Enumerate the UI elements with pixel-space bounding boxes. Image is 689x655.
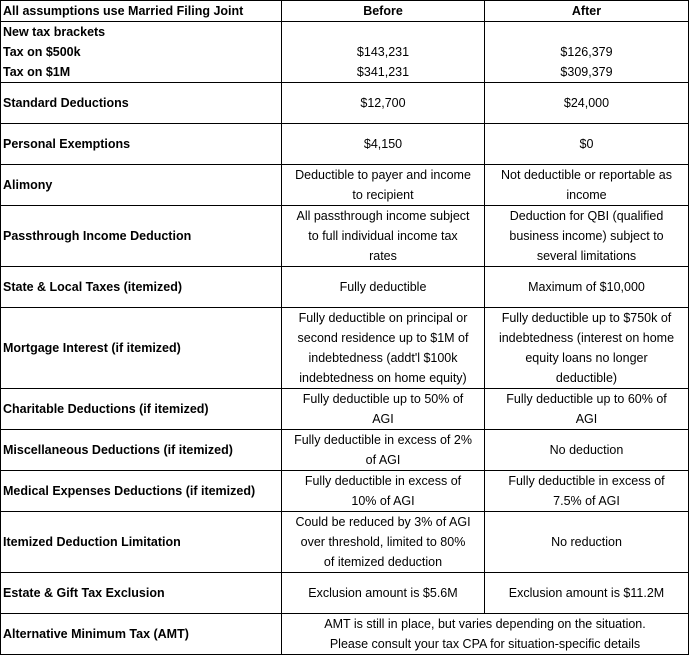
mortgage-label: Mortgage Interest (if itemized) — [1, 308, 282, 389]
mortgage-after-line: Fully deductible up to $750k of — [501, 311, 672, 325]
misc-before-line: Fully deductible in excess of 2% — [294, 433, 472, 447]
mortgage-after — [485, 308, 689, 389]
assumption-header: All assumptions use Married Filing Joint — [1, 1, 282, 22]
itemized-limit-before-line: of itemized deduction — [323, 555, 443, 569]
medical-after — [485, 471, 689, 512]
misc-after: No deduction — [485, 430, 689, 471]
mortgage-before — [282, 308, 485, 389]
mortgage-after-line: equity loans no longer — [525, 351, 648, 365]
table-row-itemized-limit — [1, 512, 689, 573]
table-row-charitable — [1, 389, 689, 430]
mortgage-before-line: second residence up to $1M of — [297, 331, 469, 345]
charitable-after — [485, 389, 689, 430]
mortgage-after-line: deductible) — [555, 371, 618, 385]
alimony-label: Alimony — [1, 165, 282, 206]
after-header: After — [485, 1, 689, 22]
misc-before — [282, 430, 485, 471]
table-row-amt — [1, 614, 689, 655]
passthrough-before-line: rates — [369, 249, 397, 263]
itemized-limit-before-line: over threshold, limited to 80% — [300, 535, 466, 549]
itemized-limit-before — [282, 512, 485, 573]
salt-before: Fully deductible — [282, 267, 485, 308]
mortgage-before-line: Fully deductible on principal or — [298, 311, 468, 325]
medical-after-line: Fully deductible in excess of — [508, 474, 665, 488]
tax-500k-label: Tax on $500k — [3, 45, 81, 59]
mortgage-before-line: indebtedness (addt'l $100k — [308, 351, 458, 365]
tax-500k-after: $126,379 — [560, 45, 613, 59]
brackets-before-cell — [282, 22, 485, 83]
tax-500k-before: $143,231 — [356, 45, 410, 59]
alimony-after — [485, 165, 689, 206]
personal-after: $0 — [485, 124, 689, 165]
charitable-before — [282, 389, 485, 430]
estate-before: Exclusion amount is $5.6M — [282, 573, 485, 614]
standard-before: $12,700 — [282, 83, 485, 124]
medical-before-line: Fully deductible in excess of — [304, 474, 462, 488]
table-row-mortgage — [1, 308, 689, 389]
tax-1m-after: $309,379 — [560, 65, 613, 79]
charitable-before-line: AGI — [372, 412, 394, 426]
passthrough-after-line: business income) subject to — [509, 229, 664, 243]
passthrough-before-line: to full individual income tax — [308, 229, 458, 243]
alimony-after-line: Not deductible or reportable as — [501, 168, 672, 182]
medical-label: Medical Expenses Deductions (if itemized) — [1, 471, 282, 512]
charitable-after-line: Fully deductible up to 60% of — [506, 392, 667, 406]
personal-label: Personal Exemptions — [1, 124, 282, 165]
brackets-label-cell — [1, 22, 282, 83]
personal-before: $4,150 — [282, 124, 485, 165]
alimony-before-line: Deductible to payer and income — [295, 168, 471, 182]
passthrough-after-line: several limitations — [536, 249, 637, 263]
table-row-estate — [1, 573, 689, 614]
tax-1m-label: Tax on $1M — [3, 65, 71, 79]
brackets-after-cell — [485, 22, 689, 83]
medical-before — [282, 471, 485, 512]
amt-merged-line: Please consult your tax CPA for situation-specific details — [329, 637, 641, 651]
itemized-limit-label: Itemized Deduction Limitation — [1, 512, 282, 573]
misc-before-line: of AGI — [365, 453, 401, 467]
amt-label: Alternative Minimum Tax (AMT) — [1, 614, 282, 655]
estate-label: Estate & Gift Tax Exclusion — [1, 573, 282, 614]
charitable-after-line: AGI — [575, 412, 598, 426]
passthrough-label: Passthrough Income Deduction — [1, 206, 282, 267]
itemized-limit-before-line: Could be reduced by 3% of AGI — [295, 515, 471, 529]
before-header: Before — [282, 1, 485, 22]
standard-label: Standard Deductions — [1, 83, 282, 124]
mortgage-before-line: indebtedness on home equity) — [299, 371, 467, 385]
table-row-standard — [1, 83, 689, 124]
standard-after: $24,000 — [485, 83, 689, 124]
table-row-alimony — [1, 165, 689, 206]
charitable-before-line: Fully deductible up to 50% of — [302, 392, 464, 406]
table-row-medical — [1, 471, 689, 512]
header-row — [1, 1, 689, 22]
medical-before-line: 10% of AGI — [351, 494, 415, 508]
brackets-title: New tax brackets — [3, 25, 106, 39]
alimony-after-line: income — [566, 188, 607, 202]
amt-merged-line: AMT is still in place, but varies depending on the situation. — [324, 617, 646, 631]
table-row-misc — [1, 430, 689, 471]
passthrough-after-line: Deduction for QBI (qualified — [509, 209, 664, 223]
mortgage-after-line: indebtedness (interest on home — [498, 331, 675, 345]
table-row-personal — [1, 124, 689, 165]
alimony-before — [282, 165, 485, 206]
itemized-limit-after: No reduction — [485, 512, 689, 573]
table-row-salt — [1, 267, 689, 308]
table-row-passthrough — [1, 206, 689, 267]
alimony-before-line: to recipient — [352, 188, 414, 202]
charitable-label: Charitable Deductions (if itemized) — [1, 389, 282, 430]
passthrough-before-line: All passthrough income subject — [296, 209, 470, 223]
passthrough-after — [485, 206, 689, 267]
table-row-brackets — [1, 22, 689, 83]
passthrough-before — [282, 206, 485, 267]
tax-1m-before: $341,231 — [356, 65, 410, 79]
estate-after: Exclusion amount is $11.2M — [485, 573, 689, 614]
medical-after-line: 7.5% of AGI — [553, 494, 620, 508]
amt-merged — [282, 614, 689, 655]
salt-after: Maximum of $10,000 — [485, 267, 689, 308]
salt-label: State & Local Taxes (itemized) — [1, 267, 282, 308]
misc-label: Miscellaneous Deductions (if itemized) — [1, 430, 282, 471]
